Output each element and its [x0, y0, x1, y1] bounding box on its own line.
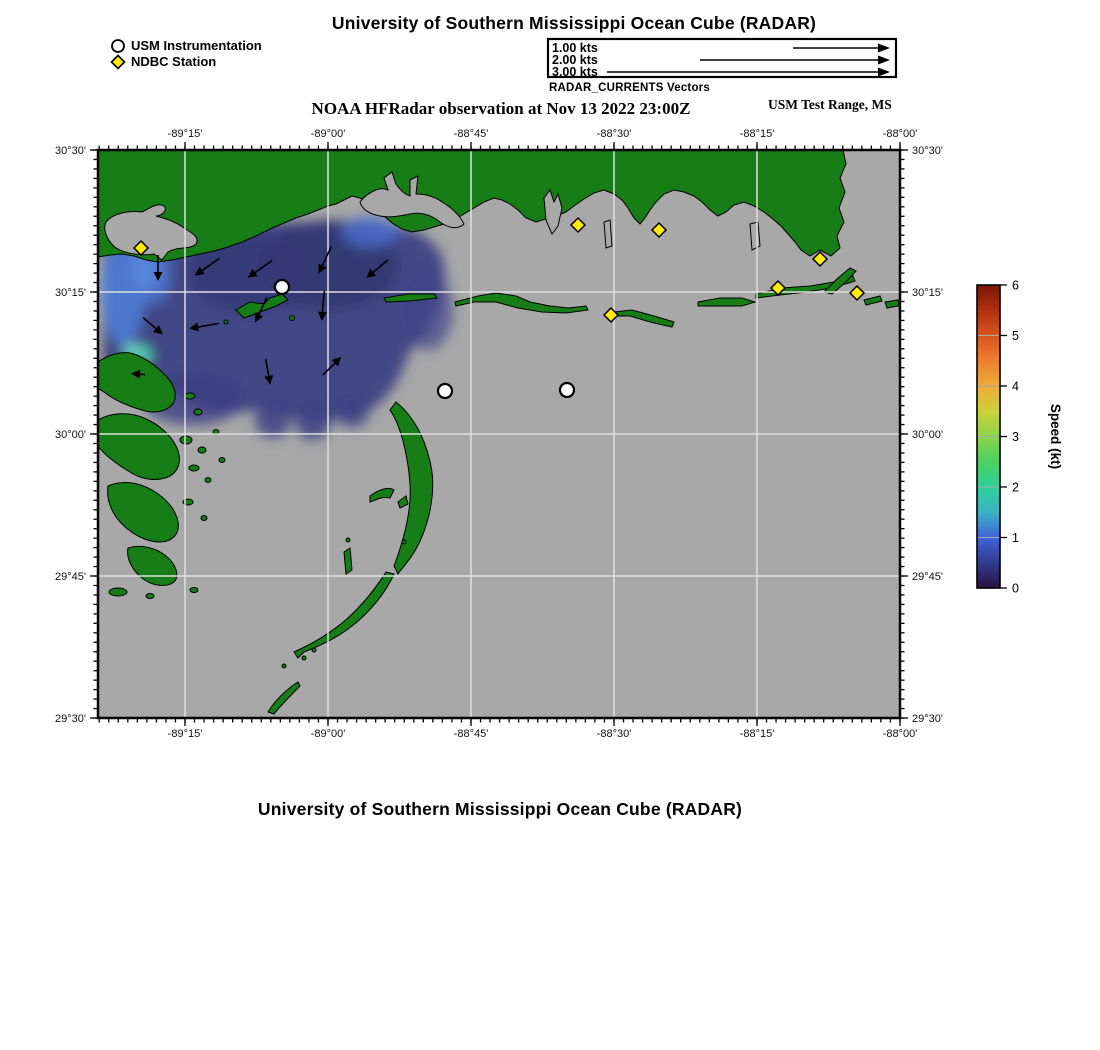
usm-instrumentation-marker: [438, 384, 452, 398]
colorbar: [977, 279, 1063, 596]
lon-tick-label-top: -88°45': [453, 128, 489, 140]
lat-tick-label-right: 29°45': [912, 571, 943, 583]
colorbar-axis-label: Speed (kt): [1048, 403, 1063, 470]
colorbar-tick-label: 0: [1012, 581, 1019, 596]
lat-tick-label-left: 29°30': [55, 713, 86, 725]
legend-label-usm: USM Instrumentation: [131, 38, 262, 53]
lat-tick-label-right: 29°30': [912, 713, 943, 725]
vector-scale-box: [548, 39, 896, 79]
lat-tick-label-right: 30°15': [912, 287, 943, 299]
lon-tick-label-bottom: -89°15': [167, 728, 203, 740]
lon-tick-label-top: -88°30': [596, 128, 632, 140]
lon-tick-label-bottom: -88°45': [453, 728, 489, 740]
vector-scale-label: 1.00 kts: [552, 41, 598, 55]
figure-subtitle: NOAA HFRadar observation at Nov 13 2022 23:00Z: [311, 99, 691, 118]
usm-instrumentation-marker: [560, 383, 574, 397]
colorbar-tick-label: 1: [1012, 531, 1019, 545]
lon-tick-label-top: -89°15': [167, 128, 203, 140]
lat-tick-label-left: 30°30': [55, 145, 86, 157]
vector-scale-label: 2.00 kts: [552, 53, 598, 67]
lat-tick-label-left: 30°00': [55, 429, 86, 441]
lon-tick-label-top: -88°00': [882, 128, 918, 140]
figure-title-bottom: University of Southern Mississippi Ocean Cube (RADAR): [257, 799, 743, 819]
vector-legend-caption: RADAR_CURRENTS Vectors: [549, 82, 710, 94]
lon-tick-label-bottom: -88°15': [739, 728, 775, 740]
usm-instrumentation-marker: [275, 280, 289, 294]
lon-tick-label-top: -89°00': [310, 128, 346, 140]
colorbar-tick-label: 3: [1012, 430, 1019, 444]
colorbar-tick-label: 6: [1012, 278, 1019, 293]
lon-tick-label-bottom: -89°00': [310, 728, 346, 740]
lon-tick-label-bottom: -88°30': [596, 728, 632, 740]
lon-tick-label-bottom: -88°00': [882, 728, 918, 740]
colorbar-tick-label: 4: [1012, 379, 1019, 394]
lat-tick-label-right: 30°30': [912, 145, 943, 157]
colorbar-tick-label: 2: [1012, 480, 1019, 495]
colorbar-tick-label: 5: [1012, 329, 1019, 343]
legend-label-ndbc: NDBC Station: [131, 54, 217, 69]
lon-tick-label-top: -88°15': [739, 128, 775, 140]
lat-tick-label-left: 30°15': [55, 287, 86, 299]
range-label: USM Test Range, MS: [768, 97, 892, 112]
lat-tick-label-left: 29°45': [55, 571, 86, 583]
lat-tick-label-right: 30°00': [912, 429, 943, 441]
vector-scale-label: 3.00 kts: [552, 65, 598, 79]
figure-title-top: University of Southern Mississippi Ocean Cube (RADAR): [331, 13, 817, 33]
